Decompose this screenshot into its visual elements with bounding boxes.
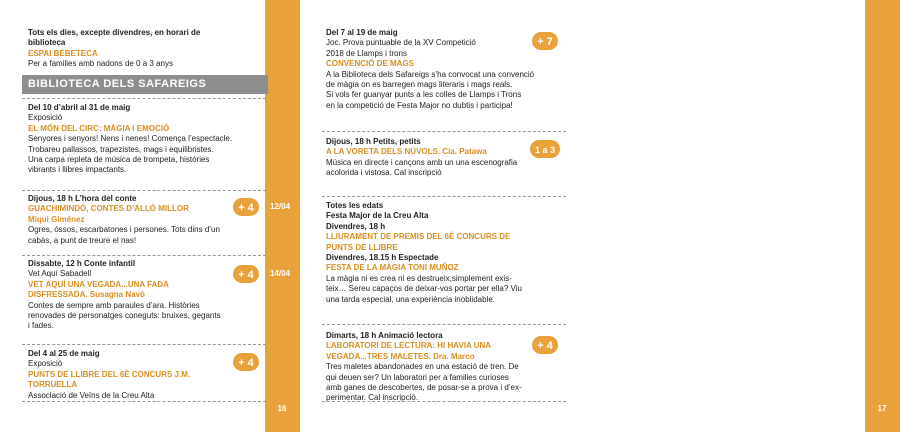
event-line-3: Divendres, 18 h [326, 221, 386, 231]
divider [322, 324, 566, 325]
intro-place: ESPAI BEBETECA [28, 48, 98, 58]
age-badge: + 4 [232, 352, 260, 372]
event-desc-1: Senyores i senyors! Nens i nenes! Comença l’espectacle. [28, 134, 233, 144]
event-title-1: LLIURAMENT DE PREMIS DEL 6È CONCURS DE [326, 232, 511, 242]
event-circ [28, 103, 260, 176]
divider [22, 255, 266, 256]
age-badge: + 4 [232, 264, 260, 284]
age-badge: 1 a 3 [529, 139, 561, 159]
event-desc-1: Associació de Veïns de la Creu Alta [28, 390, 155, 400]
event-festa [326, 201, 556, 305]
event-desc-4: vibrants i llibres impactants. [28, 165, 127, 175]
event-desc-2: cabàs, a punt de treure el nas! [28, 235, 137, 245]
event-title-1: LABORATORI DE LECTURA: HI HAVIA UNA [326, 341, 492, 351]
event-desc-4: perimentar. Cal inscripció. [326, 393, 419, 403]
event-title: GUACHIMINDÓ, CONTES D’ALLÒ MILLOR [28, 204, 189, 214]
divider [322, 401, 566, 402]
event-type: Exposició [28, 359, 63, 369]
event-desc-3: i fades. [28, 321, 54, 331]
event-date-tag: 22/05 [570, 334, 591, 343]
event-title-2: TORRUELLA [28, 380, 78, 390]
event-desc-2: de màgia on es barregen mags literaris i mags reals. [326, 80, 513, 90]
event-title-2: PUNTS DE LLIBRE [326, 242, 398, 252]
event-line-4: Divendres, 18.15 h Espectade [326, 253, 439, 263]
event-desc-1: Contes de sempre amb paraules d’ara. Històries [28, 300, 200, 310]
event-title: A LA VORETA DELS NÚVOLS. Cia. Patawa [326, 147, 487, 157]
event-when: Dimarts, 18 h Animació lectora [326, 331, 443, 340]
event-punts [28, 349, 254, 401]
event-title-3: FESTA DE LA MÀGIA TONI MUÑOZ [326, 263, 459, 273]
age-badge: + 7 [531, 31, 559, 51]
event-line-1: Joc. Prova puntuable de la XV Competició [326, 38, 476, 48]
divider [22, 190, 266, 191]
event-desc-2: qui deuen ser? Un laboratori per a families curioses [326, 372, 509, 382]
event-title-1: VET AQUÍ UNA VEGADA...UNA FADA [28, 279, 169, 289]
event-voreta [326, 137, 536, 179]
event-date-tag: 14/04 [270, 269, 291, 278]
intro-line-1: Tots els dies, excepte divendres, en horari de [28, 28, 201, 37]
event-when: Dijous, 18 h L’hora del conte [28, 194, 137, 203]
page-number-right: 17 [868, 402, 896, 416]
event-date-tag: 18/05 [570, 206, 591, 215]
divider [22, 344, 266, 345]
intro-desc: Per a families amb nadons de 0 a 3 anys [28, 59, 173, 69]
left-side-band [265, 0, 300, 432]
event-line-2: 2018 de Llamps i trons [326, 48, 407, 58]
event-desc-1: Tres maletes abandonades en una estació de tren. De [326, 362, 519, 372]
event-desc-1: Música en directe i cançons amb un una escenografia [326, 157, 518, 167]
event-laboratori [326, 331, 536, 404]
event-by: Vet Aquí Sabadell [28, 269, 92, 279]
intro-line-2: biblioteca [28, 38, 66, 48]
event-title-1: PUNTS DE LLIBRE DEL 6È CONCURS J.M. [28, 369, 191, 379]
divider [322, 131, 566, 132]
event-date-tag: 10/05 [570, 147, 591, 156]
event-line-2: Festa Major de la Creu Alta [326, 211, 429, 221]
event-desc-3: amb ganes de descobertes, de posar-se a prova i d’ex- [326, 383, 522, 393]
event-when: Dissabte, 12 h Conte infantil [28, 259, 136, 268]
event-desc-3: Si vols fer guanyar punts a les colles de Llamps i Trons [326, 90, 522, 100]
divider [322, 196, 566, 197]
intro-block [28, 28, 260, 70]
age-badge: + 4 [531, 335, 559, 355]
event-type: Exposició [28, 113, 63, 123]
age-badge: + 4 [232, 197, 260, 217]
event-desc-2: teix… Sereu capaços de deixar-vos portar per ella? Viu [326, 284, 522, 294]
event-line-1: Totes les edats [326, 201, 384, 210]
divider [22, 401, 266, 402]
event-convencio [326, 28, 536, 111]
event-desc-1: La màgia ni es crea ni es destrueix,simplement exis- [326, 273, 512, 283]
event-desc-3: una tarda especial, una experiència inoblidable. [326, 294, 496, 304]
event-when: Dijous, 18 h Petits, petits [326, 137, 421, 146]
event-title-2: VEGADA...TRES MALETES. Dra. Marco [326, 351, 475, 361]
event-desc-1: A la Biblioteca dels Safareigs s’ha convocat una convenció [326, 69, 535, 79]
event-desc-3: Una carpa repleta de música de trompeta, històries [28, 155, 210, 165]
page-number-left: 16 [268, 402, 296, 416]
event-desc-1: Ogres, óssos, escarbatones i persones. Tots dins d’un [28, 225, 220, 235]
event-desc-2: acolorida i vistosa. Cal inscripció [326, 168, 442, 178]
event-title: EL MÓN DEL CIRC: MÀGIA I EMOCIÓ [28, 123, 170, 133]
event-author: Miqui Giménez [28, 214, 85, 224]
event-date: Del 7 al 19 de maig [326, 28, 398, 37]
section-header: BIBLIOTECA DELS SAFAREIGS [22, 75, 268, 94]
event-desc-2: renovades de personatges coneguts: bruixes, gegants [28, 311, 221, 321]
event-fada [28, 259, 254, 332]
event-desc-4: en la competició de Festa Major no dubtis i participa! [326, 100, 513, 110]
event-title: CONVENCIÓ DE MAGS [326, 59, 415, 69]
event-desc-2: Trobareu pallassos, trapezistes, mags i equilibristes. [28, 144, 214, 154]
divider [22, 98, 266, 99]
event-date-tag: 12/04 [270, 202, 291, 211]
right-side-band [865, 0, 900, 432]
event-title-2: DISFRESSADA. Susagna Navó [28, 290, 145, 300]
event-date: Del 10 d’abril al 31 de maig [28, 103, 131, 112]
event-date: Del 4 al 25 de maig [28, 349, 100, 358]
event-guachimindo [28, 194, 254, 246]
